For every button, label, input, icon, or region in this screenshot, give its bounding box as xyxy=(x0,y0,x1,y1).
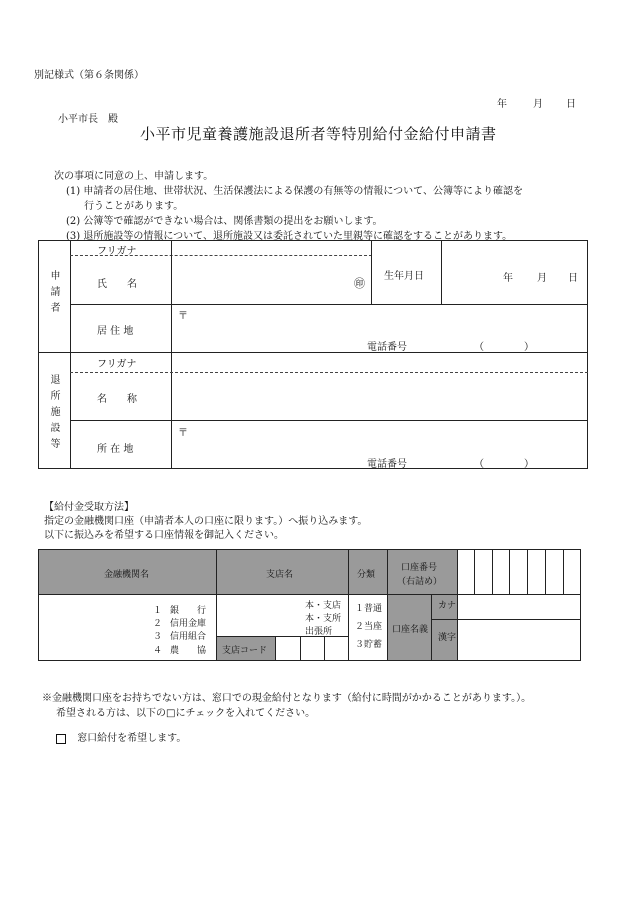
inst-option-label[interactable]: 信用組合 xyxy=(170,632,207,642)
inst-option-num: ３ xyxy=(153,632,163,642)
payment-line-1: 指定の金融機関口座（申請者本人の口座に限ります。）へ振り込みます。 xyxy=(44,516,368,527)
residence-label: 居 住 地 xyxy=(97,326,134,337)
applicant-name-field[interactable] xyxy=(172,256,370,303)
account-number-field[interactable] xyxy=(458,550,580,593)
facility-furigana-field[interactable] xyxy=(172,354,587,371)
consent-item-2: (2) 公簿等で確認ができない場合は、関係書類の提出をお願いします。 xyxy=(66,216,383,227)
type-option[interactable]: １普通 xyxy=(355,604,383,614)
facility-postal-mark: 〒 xyxy=(178,428,188,439)
kanji-label: 漢字 xyxy=(438,633,457,643)
holder-kana-field[interactable] xyxy=(458,595,580,618)
counter-payment-checkbox[interactable] xyxy=(56,734,66,744)
branch-code-field[interactable] xyxy=(276,637,347,660)
addressee: 小平市長 殿 xyxy=(58,114,118,125)
branch-code-label: 支店コード xyxy=(222,646,268,656)
branch-option[interactable]: 本・支所 xyxy=(305,614,342,624)
type-option[interactable]: ３貯蓄 xyxy=(355,640,383,650)
holder-label: 口座名義 xyxy=(392,625,429,635)
facility-furigana-label: フリガナ xyxy=(97,359,137,370)
consent-item-1-cont: 行うことがあります。 xyxy=(84,201,184,212)
col-branch: 支店名 xyxy=(266,570,294,580)
seal-mark: ㊞ xyxy=(354,277,365,290)
form-reference: 別記様式（第６条関係） xyxy=(34,70,144,81)
holder-kanji-field[interactable] xyxy=(458,620,580,660)
inst-option-label[interactable]: 銀 行 xyxy=(170,606,207,616)
payment-line-2: 以下に振込みを希望する口座情報を御記入ください。 xyxy=(44,530,284,541)
dob-field[interactable] xyxy=(442,241,587,303)
applicant-phone-label: 電話番号 xyxy=(367,342,407,353)
applicant-section-label: 申請者 xyxy=(48,270,59,318)
footer-note-2: 希望される方は、以下の□にチェックを入れてください。 xyxy=(56,708,316,719)
branch-option[interactable]: 本・支店 xyxy=(305,601,342,611)
date-year: 年 xyxy=(497,99,507,110)
kana-label: カナ xyxy=(438,601,457,611)
branch-option[interactable]: 出張所 xyxy=(305,627,333,637)
inst-option-label[interactable]: 農 協 xyxy=(170,646,207,656)
inst-option-num: １ xyxy=(153,606,163,616)
consent-item-3: (3) 退所施設等の情報について、退所施設又は委託されていた里親等に確認をすることがあります。 xyxy=(66,231,513,242)
facility-phone-label: 電話番号 xyxy=(367,459,407,470)
col-account-line-1: 口座番号 xyxy=(401,563,438,573)
dob-month: 月 xyxy=(537,273,547,284)
col-type: 分類 xyxy=(357,570,376,580)
applicant-furigana-field[interactable] xyxy=(172,241,370,254)
footer-note-1: ※金融機関口座をお持ちでない方は、窓口での現金給付となります（給付に時間がかかることがあります。）。 xyxy=(42,693,532,704)
type-option[interactable]: ２当座 xyxy=(355,622,383,632)
applicant-name-label: 氏 名 xyxy=(97,279,137,290)
consent-intro: 次の事項に同意の上、申請します。 xyxy=(54,171,214,182)
residence-postal-mark: 〒 xyxy=(178,311,188,322)
dob-year: 年 xyxy=(503,273,513,284)
date-month: 月 xyxy=(533,99,543,110)
col-institution: 金融機関名 xyxy=(104,570,150,580)
institution-name-field[interactable] xyxy=(39,595,149,660)
page-title: 小平市児童養護施設退所者等特別給付金給付申請書 xyxy=(140,125,497,143)
consent-item-1: (1) 申請者の居住地、世帯状況、生活保護法による保護の有無等の情報について、公簿等により確認を xyxy=(66,186,523,197)
dob-day: 日 xyxy=(568,273,578,284)
facility-section-label: 退所施設等 xyxy=(48,374,59,454)
facility-location-label: 所 在 地 xyxy=(97,444,134,455)
facility-name-label: 名 称 xyxy=(97,394,137,405)
payment-heading: 【給付金受取方法】 xyxy=(44,502,134,513)
counter-payment-option[interactable] xyxy=(56,729,186,744)
inst-option-num: ４ xyxy=(153,646,163,656)
inst-option-label[interactable]: 信用金庫 xyxy=(170,619,207,629)
counter-payment-label: 窓口給付を希望します。 xyxy=(77,733,187,744)
facility-name-field[interactable] xyxy=(172,374,587,419)
dob-label: 生年月日 xyxy=(384,271,424,282)
applicant-furigana-label: フリガナ xyxy=(97,246,137,257)
branch-name-field[interactable] xyxy=(217,595,301,635)
inst-option-num: ２ xyxy=(153,619,163,629)
applicant-phone-field[interactable]: （ ） xyxy=(474,342,534,353)
facility-phone-field[interactable]: （ ） xyxy=(474,459,534,470)
date-day: 日 xyxy=(566,99,576,110)
col-account-line-2: （右詰め） xyxy=(397,577,443,587)
